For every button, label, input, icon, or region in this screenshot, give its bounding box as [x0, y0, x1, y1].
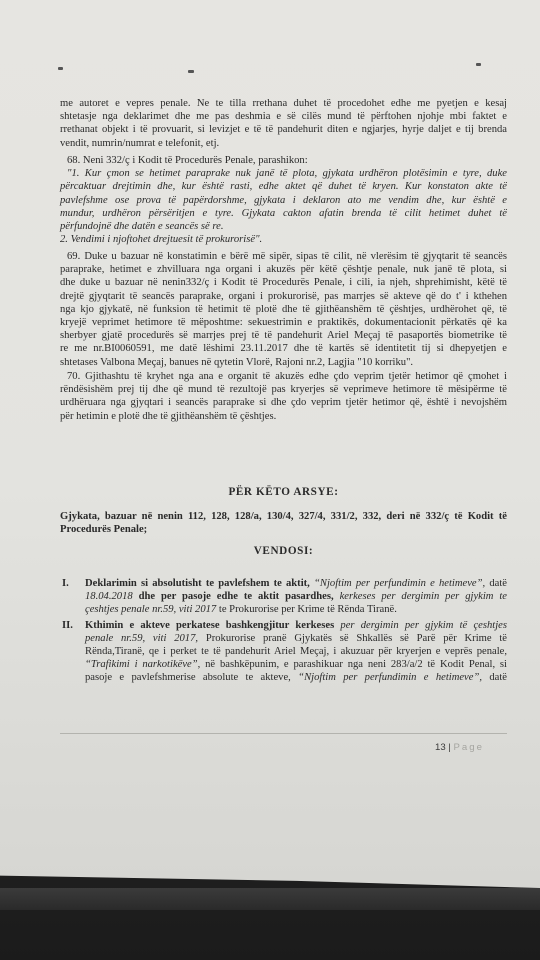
- quote-line: përfundojnë dhe datën e seancës së re.: [60, 220, 224, 232]
- paragraph-69: [60, 250, 507, 369]
- decision-line: Deklarimin si absolutisht te pavlefshem te aktit, “Njoftim per perfundimin e hetimeve”, datë: [85, 578, 507, 589]
- text-line: vendit, numrin/numrat e telefonit, etj.: [60, 137, 220, 149]
- quote-line: "1. Kur çmon se hetimet paraprake nuk janë të plota, gjykata urdhëron plotësimin e tyre, duke: [67, 168, 507, 180]
- page-label: Page: [453, 742, 484, 753]
- text-line: kryejë veprimet hetimore të mëposhtme: sekuestrimin e praktikës, dokumentacionit përkatës që ka: [60, 316, 507, 328]
- table-edge: [0, 888, 540, 910]
- heading-reasons: PËR KËTO ARSYE:: [228, 486, 339, 498]
- quote-line: pavlefshme ose prova të papërdorshme, gjykata i deklaron ato me vendim dhe, kur është e: [60, 194, 507, 206]
- text-line: 69. Duke u bazuar në konstatimin e bërë më sipër, sipas të cilit, në vlerësim të gjyqtarit të seancës: [67, 251, 507, 262]
- text-line: rrethanat objekt i të provuarit, si levizjet e të të pandehurit diten e ngjarjes, hyrje daljet e tij brenda: [60, 124, 507, 136]
- decision-item: [60, 619, 507, 685]
- decision-line: Rënda,Tiranë, qe i perket te të pandehurit Ariel Meçaj, i akuzuar për kryerjen e veprës penale,: [85, 645, 507, 657]
- text-line: drejtë gjyqtarit të seancës paraprake, organi i prokurorisë, pas marrjes së akteve që do t' i kthehen: [60, 290, 507, 302]
- paragraph-67-end: [60, 97, 507, 150]
- paragraph-68-intro: 68. Neni 332/ç i Kodit të Procedurës Penale, parashikon:: [67, 155, 308, 166]
- text-line: sherbyer gjatë procedurës së marrjes prej të të pandehurit Ariel Meçaj të pasaportës biometrike të: [60, 330, 507, 342]
- page-number-value: 13 |: [435, 742, 451, 753]
- text-line: me autoret e vepres penale. Ne te tilla rrethana duhet të procedohet edhe me pyetjen e kesaj: [60, 98, 507, 109]
- text-line: urdhëruara nga gjyqtari i seancës paraprake si dhe çdo veprim tjetër hetimor që, është i nevojshëm: [60, 397, 507, 409]
- page-number: [435, 742, 484, 753]
- quote-line: mundur, urdhëron përsëritjen e tyre. Gjykata cakton afatin brenda të cilit hetimet duhet të: [60, 207, 507, 219]
- paper-mark: [476, 63, 481, 66]
- text-line: dhe duke u bazuar në nenin332/ç i Kodit të Procedurës Penale, i cili, ia njeh, shprehimisht, këtë të: [60, 277, 507, 289]
- footer-divider: [60, 733, 507, 734]
- decision-line: 18.04.2018 dhe per pasoje edhe te aktit pasardhes, kerkeses per dergimin per gjykim te: [85, 591, 507, 603]
- decision-line: Kthimin e akteve perkatese bashkengjitur kerkeses per dergimin per gjykim të çeshtjes: [85, 619, 507, 631]
- paragraph-68: [60, 154, 507, 246]
- decision-list: [60, 577, 507, 685]
- decision-line: penale nr.59, viti 2017, Prokurorise pranë Gjykatës së Shkallës së Parë për Krime të: [85, 632, 507, 644]
- decision-line: çeshtjes penale nr.59, viti 2017 te Prokurorise per Krime të Rënda Tiranë.: [85, 604, 397, 616]
- decision-item: [60, 577, 507, 617]
- legal-basis: [60, 510, 507, 536]
- text-line: 70. Gjithashtu të kryhet nga ana e organit të akuzës edhe çdo veprim tjetër hetimor që çmohet i: [67, 371, 507, 382]
- decision-number: I.: [62, 578, 69, 589]
- decision-number: II.: [62, 619, 73, 631]
- text-line: rëndësishëm prej tij dhe që mund të rezultojë pas kryerjes së veprimeve hetimore të mësipërme të: [60, 384, 507, 396]
- text-line: re me nr.BI0060591, me datë lëshimi 23.11.2017 dhe të kartës së identitetit tij si dhepyetjen e: [60, 343, 507, 355]
- paper-mark: [58, 67, 63, 70]
- text-line: paraprake, hetimet e zhvilluara nga organi i akuzës për këtë çështje penale, nuk janë të plota, si: [60, 264, 507, 276]
- text-line: shtetases Valbona Meçaj, banues në qytetin Vlorë, Rajoni nr.2, Lagjia "10 korriku".: [60, 356, 414, 368]
- quote-line: përcaktuar drejtimin dhe, kur është rasti, edhe aktet që duhet të kryen. Kur konstaton akte të: [60, 181, 507, 193]
- heading-decides: VENDOSI:: [253, 545, 314, 557]
- text-line: Gjykata, bazuar në nenin 112, 128, 128/a, 130/4, 327/4, 331/2, 332, deri në 332/ç të Kodit të: [60, 511, 507, 522]
- text-line: nga kjo gjykatë, në funksion të hetimit të plotë dhe të gjithëanshëm të çështjes, urdhërohet që, të: [60, 303, 507, 315]
- quote-line: 2. Vendimi i njoftohet drejtuesit të prokurorisë".: [60, 234, 263, 246]
- paper-mark: [188, 70, 194, 73]
- paragraph-70: [60, 370, 507, 423]
- decision-line: pasoje e pavlefshmerise absolute te akteve, “Njoftim per perfundimin e hetimeve”, datë: [85, 672, 507, 684]
- decision-line: “Trafikimi i narkotikëve”, në bashkëpunim, e parashikuar nga neni 283/a/2 të Kodit Penal, si: [85, 659, 507, 671]
- text-line: Procedurës Penale;: [60, 524, 148, 536]
- text-line: për hetimin e plotë dhe të gjithëanshëm të çështjes.: [60, 410, 277, 422]
- text-line: shtetasje nga deklarimet dhe me pas deshmia e së cilës mund të përftohen njohje mbi faktet e: [60, 111, 507, 123]
